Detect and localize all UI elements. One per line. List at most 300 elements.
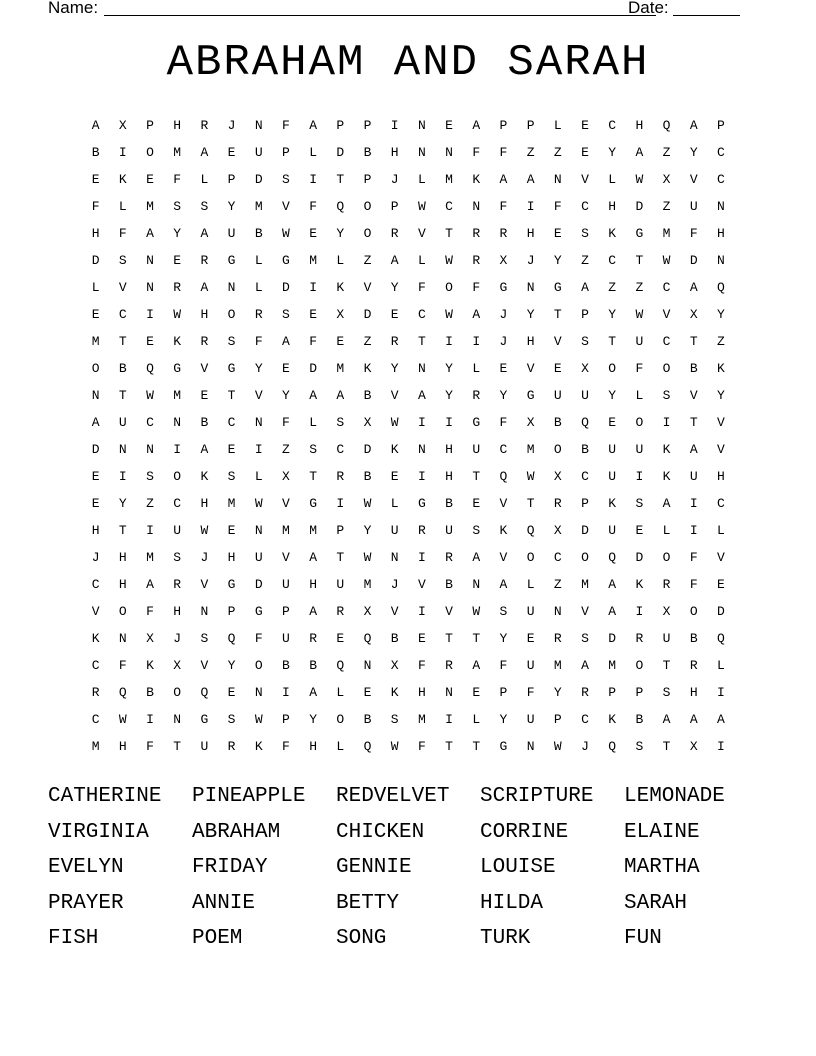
grid-cell: K [390, 685, 399, 700]
grid-cell: L [91, 280, 100, 295]
grid-cell: H [717, 226, 725, 241]
grid-cell: V [200, 361, 209, 376]
grid-cell: R [581, 685, 589, 700]
grid-cell: T [118, 388, 127, 403]
grid-cell: Z [662, 199, 671, 214]
grid-cell: H [200, 496, 209, 511]
grid-cell: K [200, 469, 209, 484]
grid-cell: L [417, 172, 426, 187]
grid-cell: T [118, 334, 127, 349]
grid-cell: P [717, 118, 725, 133]
grid-cell: E [146, 172, 154, 187]
grid-cell: O [173, 685, 182, 700]
grid-cell: P [227, 604, 236, 619]
grid-cell: N [717, 199, 725, 214]
grid-cell: I [417, 415, 426, 430]
grid-cell: U [200, 739, 209, 754]
grid-cell: I [417, 469, 426, 484]
grid-cell: U [445, 523, 453, 538]
grid-cell: A [499, 577, 508, 592]
grid-cell: D [608, 631, 617, 646]
grid-cell: W [445, 307, 453, 322]
grid-cell: I [146, 712, 154, 727]
grid-cell: W [390, 739, 399, 754]
grid-row [82, 166, 736, 193]
grid-cell: X [553, 523, 562, 538]
grid-cell: R [227, 739, 236, 754]
grid-cell: A [200, 280, 209, 295]
grid-cell: J [173, 631, 182, 646]
word-list-item: VIRGINIA [48, 820, 149, 844]
grid-cell: J [499, 334, 508, 349]
grid-cell: Y [363, 523, 372, 538]
grid-cell: X [662, 172, 671, 187]
grid-cell: B [363, 469, 372, 484]
grid-cell: S [173, 550, 182, 565]
grid-cell: L [254, 469, 263, 484]
grid-cell: E [445, 118, 453, 133]
grid-cell: H [608, 199, 617, 214]
grid-cell: S [200, 631, 209, 646]
grid-cell: E [581, 118, 589, 133]
header [48, 0, 748, 20]
grid-cell: Q [717, 631, 725, 646]
grid-cell: R [309, 631, 317, 646]
grid-row [82, 139, 736, 166]
grid-cell: H [635, 118, 644, 133]
word-list-item: LEMONADE [624, 785, 725, 808]
grid-cell: F [282, 118, 290, 133]
grid-cell: H [390, 145, 399, 160]
grid-cell: C [553, 550, 562, 565]
grid-cell: Y [717, 388, 725, 403]
word-list-item: FUN [624, 927, 662, 950]
grid-cell: T [472, 739, 481, 754]
grid-cell: P [227, 172, 236, 187]
grid-cell: D [336, 145, 345, 160]
grid-cell: I [417, 550, 426, 565]
grid-cell: E [309, 307, 317, 322]
grid-cell: H [689, 685, 698, 700]
grid-cell: U [173, 523, 182, 538]
grid-cell: N [445, 685, 453, 700]
grid-cell: R [472, 388, 481, 403]
grid-cell: I [526, 199, 535, 214]
grid-cell: S [662, 388, 671, 403]
grid-cell: B [309, 658, 317, 673]
grid-cell: V [282, 496, 290, 511]
grid-cell: P [336, 118, 345, 133]
grid-cell: Y [608, 307, 617, 322]
grid-cell: S [581, 226, 589, 241]
grid-cell: N [472, 199, 481, 214]
grid-cell: I [717, 685, 725, 700]
grid-cell: T [309, 469, 317, 484]
grid-cell: F [91, 199, 100, 214]
grid-row [82, 706, 736, 733]
grid-cell: N [227, 280, 236, 295]
grid-cell: C [91, 712, 100, 727]
grid-cell: W [417, 199, 426, 214]
word-list-item: TURK [480, 927, 531, 950]
grid-cell: E [499, 361, 508, 376]
grid-cell: E [227, 442, 236, 457]
grid-cell: W [635, 172, 644, 187]
grid-cell: L [254, 253, 263, 268]
grid-cell: U [526, 658, 535, 673]
grid-cell: V [689, 388, 698, 403]
grid-cell: M [227, 496, 236, 511]
grid-cell: P [282, 145, 290, 160]
grid-cell: R [390, 334, 399, 349]
word-list-item: EVELYN [48, 856, 124, 879]
grid-cell: F [309, 199, 317, 214]
grid-cell: T [227, 388, 236, 403]
grid-cell: U [227, 226, 236, 241]
grid-cell: A [662, 712, 671, 727]
grid-cell: M [309, 253, 317, 268]
grid-cell: U [390, 523, 399, 538]
grid-cell: R [472, 253, 481, 268]
grid-cell: K [608, 712, 617, 727]
grid-cell: R [553, 631, 562, 646]
grid-cell: Y [390, 280, 399, 295]
grid-cell: N [118, 442, 127, 457]
grid-cell: I [118, 469, 127, 484]
grid-cell: N [146, 253, 154, 268]
grid-cell: B [390, 631, 399, 646]
grid-cell: B [553, 415, 562, 430]
grid-cell: W [635, 307, 644, 322]
grid-cell: T [472, 631, 481, 646]
grid-cell: V [581, 604, 589, 619]
grid-cell: H [717, 469, 725, 484]
grid-cell: T [173, 739, 182, 754]
grid-cell: I [635, 604, 644, 619]
grid-cell: N [553, 172, 562, 187]
grid-cell: G [227, 577, 236, 592]
grid-cell: V [499, 496, 508, 511]
grid-cell: C [662, 280, 671, 295]
grid-cell: X [336, 307, 345, 322]
grid-cell: E [581, 145, 589, 160]
grid-cell: Z [526, 145, 535, 160]
grid-cell: G [227, 253, 236, 268]
grid-row [82, 409, 736, 436]
grid-cell: L [608, 172, 617, 187]
grid-cell: P [499, 118, 508, 133]
word-list-item: SONG [336, 927, 387, 950]
grid-row [82, 544, 736, 571]
grid-cell: W [200, 523, 209, 538]
grid-cell: F [417, 280, 426, 295]
grid-cell: R [91, 685, 100, 700]
grid-cell: A [472, 550, 481, 565]
grid-cell: V [417, 577, 426, 592]
grid-cell: D [689, 253, 698, 268]
grid-cell: K [608, 496, 617, 511]
grid-cell: B [146, 685, 154, 700]
grid-cell: W [146, 388, 154, 403]
grid-cell: Z [635, 280, 644, 295]
grid-cell: X [363, 415, 372, 430]
grid-cell: D [91, 442, 100, 457]
grid-cell: K [662, 469, 671, 484]
grid-cell: B [635, 712, 644, 727]
grid-cell: X [390, 658, 399, 673]
grid-cell: M [581, 577, 589, 592]
grid-cell: P [336, 523, 345, 538]
grid-cell: R [200, 253, 209, 268]
grid-cell: T [662, 739, 671, 754]
grid-cell: C [336, 442, 345, 457]
grid-cell: T [662, 658, 671, 673]
word-list-item: GENNIE [336, 856, 412, 879]
grid-cell: Z [581, 253, 589, 268]
grid-cell: M [146, 550, 154, 565]
grid-cell: A [146, 226, 154, 241]
grid-cell: Y [118, 496, 127, 511]
grid-cell: F [499, 415, 508, 430]
grid-cell: V [581, 172, 589, 187]
grid-cell: N [526, 739, 535, 754]
grid-cell: M [417, 712, 426, 727]
grid-cell: O [526, 550, 535, 565]
grid-cell: A [662, 496, 671, 511]
grid-cell: R [689, 658, 698, 673]
grid-cell: U [662, 631, 671, 646]
grid-cell: B [445, 496, 453, 511]
grid-cell: A [200, 226, 209, 241]
grid-cell: E [336, 334, 345, 349]
grid-cell: S [227, 469, 236, 484]
grid-cell: K [91, 631, 100, 646]
grid-cell: I [717, 739, 725, 754]
grid-cell: Z [146, 496, 154, 511]
grid-cell: A [472, 658, 481, 673]
grid-cell: U [282, 577, 290, 592]
grid-cell: A [309, 388, 317, 403]
grid-cell: V [689, 172, 698, 187]
grid-cell: C [91, 658, 100, 673]
grid-cell: A [689, 280, 698, 295]
grid-cell: E [336, 631, 345, 646]
grid-cell: A [472, 307, 481, 322]
grid-cell: M [91, 334, 100, 349]
grid-cell: G [472, 415, 481, 430]
grid-row [82, 598, 736, 625]
grid-cell: D [363, 442, 372, 457]
grid-cell: D [309, 361, 317, 376]
grid-cell: S [173, 199, 182, 214]
grid-cell: W [282, 226, 290, 241]
grid-cell: F [689, 577, 698, 592]
grid-cell: I [417, 604, 426, 619]
grid-cell: M [336, 361, 345, 376]
grid-cell: O [608, 361, 617, 376]
grid-row [82, 112, 736, 139]
grid-cell: P [526, 118, 535, 133]
grid-row [82, 382, 736, 409]
grid-cell: W [173, 307, 182, 322]
page-title: ABRAHAM AND SARAH [166, 38, 650, 88]
grid-cell: A [581, 280, 589, 295]
grid-cell: T [553, 307, 562, 322]
grid-cell: V [717, 442, 725, 457]
grid-cell: Y [689, 145, 698, 160]
grid-cell: P [146, 118, 154, 133]
grid-cell: P [282, 604, 290, 619]
grid-cell: G [499, 280, 508, 295]
grid-cell: X [118, 118, 127, 133]
grid-cell: X [526, 415, 535, 430]
grid-cell: B [689, 631, 698, 646]
grid-cell: Y [336, 226, 345, 241]
grid-row [82, 274, 736, 301]
grid-cell: P [282, 712, 290, 727]
grid-cell: S [282, 172, 290, 187]
grid-cell: E [146, 334, 154, 349]
grid-cell: H [417, 685, 426, 700]
grid-cell: F [472, 280, 481, 295]
grid-cell: C [91, 577, 100, 592]
grid-cell: E [91, 307, 100, 322]
grid-cell: U [689, 469, 698, 484]
grid-cell: V [200, 658, 209, 673]
grid-cell: V [499, 550, 508, 565]
grid-cell: S [390, 712, 399, 727]
grid-cell: X [146, 631, 154, 646]
grid-cell: R [635, 631, 644, 646]
grid-cell: A [309, 118, 317, 133]
grid-cell: C [608, 118, 617, 133]
grid-cell: E [173, 253, 182, 268]
grid-cell: A [472, 118, 481, 133]
grid-cell: N [254, 523, 263, 538]
grid-cell: F [146, 604, 154, 619]
grid-cell: W [363, 550, 372, 565]
grid-cell: Y [553, 253, 562, 268]
grid-cell: F [499, 199, 508, 214]
grid-cell: T [417, 334, 426, 349]
grid-cell: A [526, 172, 535, 187]
grid-row [82, 355, 736, 382]
grid-cell: U [118, 415, 127, 430]
grid-cell: V [445, 604, 453, 619]
grid-cell: M [146, 199, 154, 214]
grid-cell: Q [146, 361, 154, 376]
grid-cell: L [200, 172, 209, 187]
grid-cell: I [390, 118, 399, 133]
grid-cell: A [91, 118, 100, 133]
grid-cell: E [363, 685, 372, 700]
grid-cell: U [254, 550, 263, 565]
word-list-item: PINEAPPLE [192, 785, 306, 808]
grid-cell: I [146, 523, 154, 538]
grid-cell: V [717, 550, 725, 565]
grid-cell: Y [608, 388, 617, 403]
grid-cell: N [417, 442, 426, 457]
grid-cell: E [472, 685, 481, 700]
grid-cell: O [363, 199, 372, 214]
grid-cell: H [173, 118, 182, 133]
grid-cell: A [689, 442, 698, 457]
grid-cell: S [309, 442, 317, 457]
grid-cell: J [581, 739, 589, 754]
grid-cell: C [445, 199, 453, 214]
grid-cell: M [526, 442, 535, 457]
grid-row [82, 463, 736, 490]
grid-cell: O [118, 604, 127, 619]
grid-cell: O [173, 469, 182, 484]
grid-cell: P [363, 118, 372, 133]
grid-cell: Y [526, 307, 535, 322]
grid-cell: J [499, 307, 508, 322]
grid-cell: I [635, 469, 644, 484]
grid-cell: V [662, 307, 671, 322]
grid-cell: J [390, 172, 399, 187]
grid-cell: I [309, 172, 317, 187]
grid-cell: F [417, 739, 426, 754]
grid-cell: S [227, 712, 236, 727]
grid-cell: C [581, 469, 589, 484]
grid-cell: K [635, 577, 644, 592]
grid-cell: H [526, 226, 535, 241]
grid-cell: Z [553, 577, 562, 592]
word-list-item: LOUISE [480, 856, 556, 879]
grid-cell: R [472, 226, 481, 241]
grid-cell: R [200, 334, 209, 349]
grid-cell: G [309, 496, 317, 511]
grid-cell: E [553, 226, 562, 241]
grid-cell: S [581, 334, 589, 349]
grid-row [82, 517, 736, 544]
grid-cell: N [254, 685, 263, 700]
grid-cell: S [635, 496, 644, 511]
grid-cell: U [608, 523, 617, 538]
grid-cell: G [173, 361, 182, 376]
grid-cell: Y [254, 361, 263, 376]
grid-row [82, 220, 736, 247]
grid-cell: U [635, 442, 644, 457]
grid-cell: N [390, 550, 399, 565]
grid-cell: Q [581, 415, 589, 430]
grid-cell: P [553, 712, 562, 727]
grid-cell: Q [608, 550, 617, 565]
word-list-item: CHICKEN [336, 820, 425, 844]
grid-cell: Z [717, 334, 725, 349]
grid-cell: A [309, 550, 317, 565]
grid-cell: B [363, 712, 372, 727]
grid-cell: L [336, 739, 345, 754]
grid-cell: S [499, 604, 508, 619]
grid-cell: K [717, 361, 725, 376]
grid-cell: N [445, 145, 453, 160]
grid-cell: D [717, 604, 725, 619]
grid-cell: E [526, 631, 535, 646]
grid-cell: G [282, 253, 290, 268]
grid-cell: L [417, 253, 426, 268]
grid-cell: L [635, 388, 644, 403]
grid-cell: Z [363, 253, 372, 268]
grid-cell: I [445, 334, 453, 349]
word-list-item: SCRIPTURE [480, 785, 594, 808]
grid-cell: M [608, 658, 617, 673]
grid-cell: G [254, 604, 263, 619]
grid-cell: R [445, 550, 453, 565]
grid-cell: P [608, 685, 617, 700]
grid-cell: U [581, 388, 589, 403]
